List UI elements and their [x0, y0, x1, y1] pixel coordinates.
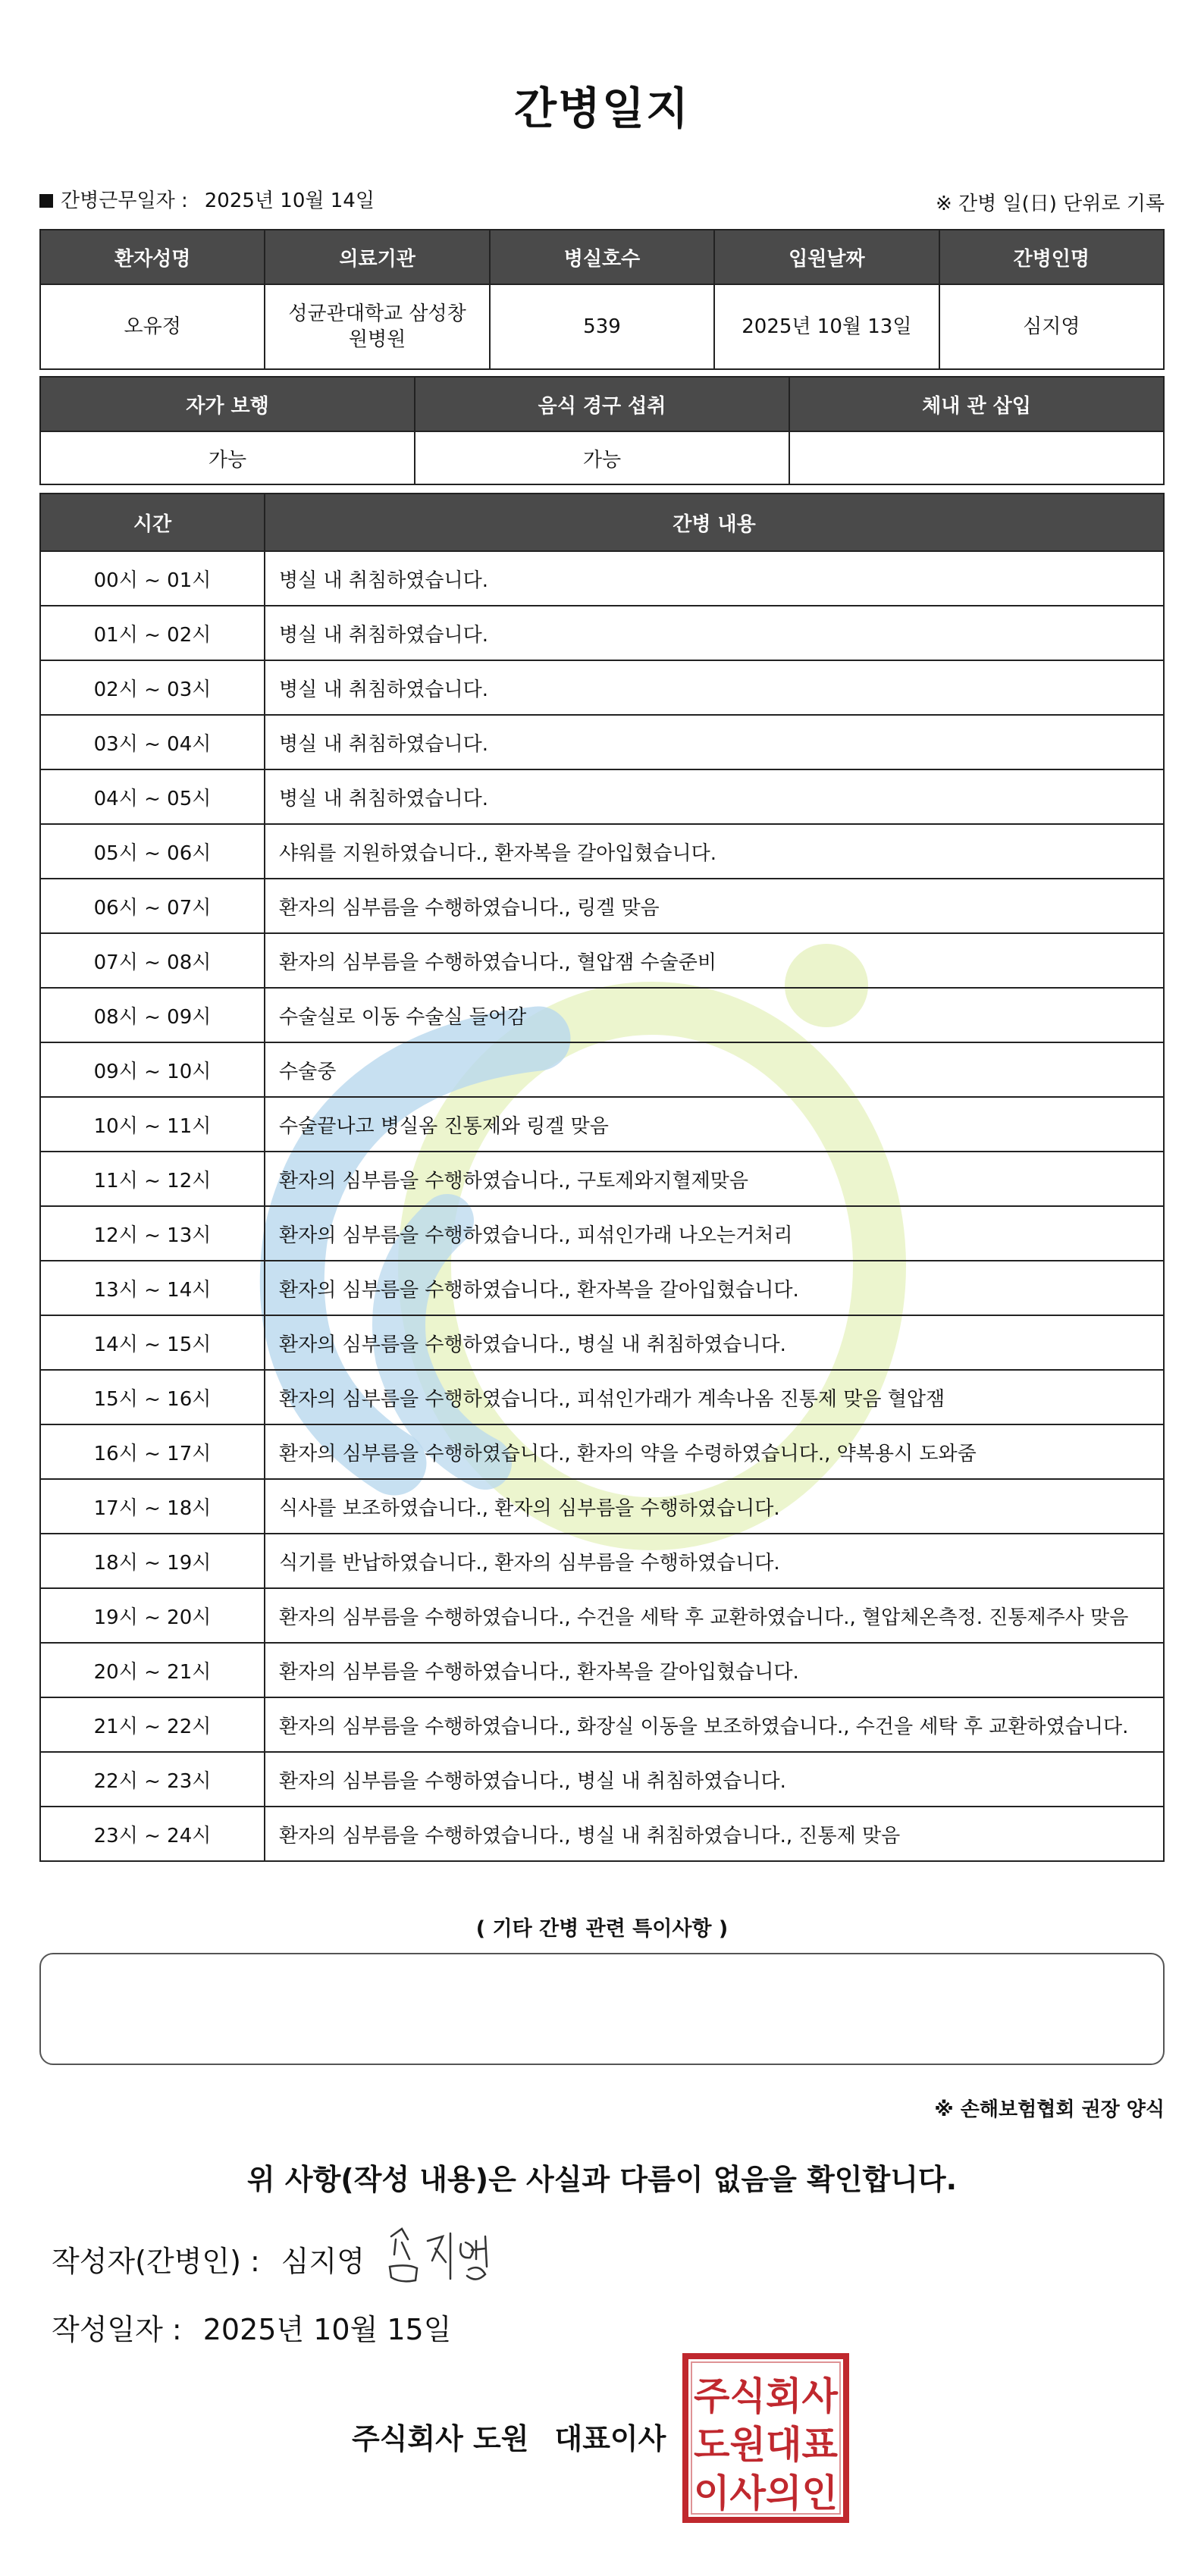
hospital-name — [265, 284, 489, 369]
status-header-row — [40, 377, 1164, 431]
log-row — [40, 1152, 1164, 1206]
log-time-cell: 07시 ~ 08시 — [40, 933, 265, 988]
log-time-cell: 08시 ~ 09시 — [40, 988, 265, 1042]
log-row — [40, 1752, 1164, 1807]
log-content-cell: 수술실로 이동 수술실 들어감 — [265, 988, 1164, 1042]
patient-header-row — [40, 230, 1164, 284]
log-row — [40, 1206, 1164, 1261]
log-row — [40, 1807, 1164, 1861]
log-content-cell: 환자의 심부름을 수행하였습니다., 환자복을 갈아입혔습니다. — [265, 1261, 1164, 1315]
date-value: 2025년 10월 15일 — [202, 2313, 452, 2346]
log-row — [40, 769, 1164, 824]
log-row — [40, 551, 1164, 606]
log-time-cell: 15시 ~ 16시 — [40, 1370, 265, 1424]
log-content-cell: 샤워를 지원하였습니다., 환자복을 갈아입혔습니다. — [265, 824, 1164, 879]
log-row — [40, 1643, 1164, 1697]
header-room-number: 병실호수 — [490, 230, 714, 284]
header-tube-insertion: 체내 관 삽입 — [789, 377, 1164, 431]
log-row — [40, 606, 1164, 660]
log-row — [40, 1424, 1164, 1479]
admission-date: 2025년 10월 13일 — [714, 284, 939, 369]
log-content-cell: 환자의 심부름을 수행하였습니다., 병실 내 취침하였습니다. — [265, 1315, 1164, 1370]
patient-value-row — [40, 284, 1164, 369]
confirmation-statement: 위 사항(작성 내용)은 사실과 다름이 없음을 확인합니다. — [246, 2163, 958, 2196]
log-row — [40, 933, 1164, 988]
header-time: 시간 — [40, 494, 265, 551]
header-care-content: 간병 내용 — [265, 494, 1164, 551]
patient-status-table — [39, 376, 1165, 485]
log-row — [40, 715, 1164, 769]
tube-insertion-value — [789, 431, 1164, 484]
log-time-cell: 17시 ~ 18시 — [40, 1479, 265, 1534]
log-row — [40, 660, 1164, 715]
log-content-cell: 식사를 보조하였습니다., 환자의 심부름을 수행하였습니다. — [265, 1479, 1164, 1534]
log-time-cell: 12시 ~ 13시 — [40, 1206, 265, 1261]
caregiver-name: 심지영 — [939, 284, 1164, 369]
work-date-row — [39, 185, 375, 213]
log-time-cell: 10시 ~ 11시 — [40, 1097, 265, 1152]
log-row — [40, 1370, 1164, 1424]
log-time-cell: 16시 ~ 17시 — [40, 1424, 265, 1479]
log-row — [40, 1097, 1164, 1152]
header-patient-name: 환자성명 — [40, 230, 265, 284]
company-seal-stamp — [682, 2353, 849, 2523]
log-time-cell: 22시 ~ 23시 — [40, 1752, 265, 1807]
svg-text:주식회사: 주식회사 — [694, 2374, 839, 2418]
log-row — [40, 1315, 1164, 1370]
log-time-cell: 18시 ~ 19시 — [40, 1534, 265, 1588]
log-time-cell: 13시 ~ 14시 — [40, 1261, 265, 1315]
work-date-value: 2025년 10월 14일 — [204, 190, 375, 212]
writer-row — [52, 2238, 365, 2280]
log-time-cell: 03시 ~ 04시 — [40, 715, 265, 769]
log-content-cell: 병실 내 취침하였습니다. — [265, 660, 1164, 715]
log-content-cell: 병실 내 취침하였습니다. — [265, 715, 1164, 769]
handwritten-signature — [385, 2214, 499, 2289]
notes-title: ( 기타 간병 관련 특이사항 ) — [475, 1917, 729, 1941]
oral-intake-value: 가능 — [415, 431, 789, 484]
log-content-cell: 병실 내 취침하였습니다. — [265, 769, 1164, 824]
company-name: 주식회사 도원 — [352, 2422, 529, 2455]
header-self-walking: 자가 보행 — [40, 377, 415, 431]
log-row — [40, 1042, 1164, 1097]
writer-label: 작성자(간병인) : — [52, 2245, 260, 2278]
log-row — [40, 1261, 1164, 1315]
log-time-cell: 09시 ~ 10시 — [40, 1042, 265, 1097]
log-time-cell: 04시 ~ 05시 — [40, 769, 265, 824]
patient-info-table — [39, 229, 1165, 370]
header-caregiver-name: 간병인명 — [939, 230, 1164, 284]
log-time-cell: 11시 ~ 12시 — [40, 1152, 265, 1206]
log-time-cell: 02시 ~ 03시 — [40, 660, 265, 715]
association-note: ※ 손해보험협회 권장 양식 — [934, 2098, 1165, 2121]
care-log-table — [39, 493, 1165, 1862]
log-time-cell: 06시 ~ 07시 — [40, 879, 265, 933]
header-admission-date: 입원날짜 — [714, 230, 939, 284]
log-header-row — [40, 494, 1164, 551]
log-content-cell: 환자의 심부름을 수행하였습니다., 구토제와지혈제맞음 — [265, 1152, 1164, 1206]
self-walking-value: 가능 — [40, 431, 415, 484]
log-time-cell: 14시 ~ 15시 — [40, 1315, 265, 1370]
log-time-cell: 20시 ~ 21시 — [40, 1643, 265, 1697]
log-content-cell: 환자의 심부름을 수행하였습니다., 수건을 세탁 후 교환하였습니다., 혈압체온측정. 진통제주사 맞음 — [265, 1588, 1164, 1643]
header-oral-intake: 음식 경구 섭취 — [415, 377, 789, 431]
log-row — [40, 879, 1164, 933]
log-content-cell: 병실 내 취침하였습니다. — [265, 606, 1164, 660]
log-time-cell: 05시 ~ 06시 — [40, 824, 265, 879]
log-content-cell: 수술끝나고 병실옴 진통제와 링겔 맞음 — [265, 1097, 1164, 1152]
special-notes-box — [39, 1953, 1165, 2065]
patient-name: 오유정 — [40, 284, 265, 369]
log-content-cell: 환자의 심부름을 수행하였습니다., 혈압잼 수술준비 — [265, 933, 1164, 988]
log-content-cell: 환자의 심부름을 수행하였습니다., 병실 내 취침하였습니다. — [265, 1752, 1164, 1807]
log-row — [40, 1534, 1164, 1588]
log-content-cell: 환자의 심부름을 수행하였습니다., 피섞인가래 나오는거처리 — [265, 1206, 1164, 1261]
log-time-cell: 01시 ~ 02시 — [40, 606, 265, 660]
log-time-cell: 19시 ~ 20시 — [40, 1588, 265, 1643]
log-content-cell: 환자의 심부름을 수행하였습니다., 링겔 맞음 — [265, 879, 1164, 933]
log-content-cell: 병실 내 취침하였습니다. — [265, 551, 1164, 606]
svg-text:도원대표: 도원대표 — [694, 2423, 839, 2467]
room-number: 539 — [490, 284, 714, 369]
company-title: 대표이사 — [554, 2422, 666, 2455]
log-time-cell: 00시 ~ 01시 — [40, 551, 265, 606]
log-row — [40, 1479, 1164, 1534]
log-body — [40, 551, 1164, 1861]
company-line — [352, 2415, 666, 2457]
writer-name: 심지영 — [281, 2245, 365, 2278]
log-row — [40, 1588, 1164, 1643]
daily-record-note: ※ 간병 일(日) 단위로 기록 — [935, 193, 1165, 215]
log-content-cell: 환자의 심부름을 수행하였습니다., 피섞인가래가 계속나옴 진통제 맞음 혈압잼 — [265, 1370, 1164, 1424]
hospital-name-text: 성균관대학교 삼성창원병원 — [288, 302, 466, 351]
status-value-row — [40, 431, 1164, 484]
log-content-cell: 환자의 심부름을 수행하였습니다., 환자복을 갈아입혔습니다. — [265, 1643, 1164, 1697]
log-time-cell: 21시 ~ 22시 — [40, 1697, 265, 1752]
document-title: 간병일지 — [513, 83, 691, 134]
log-content-cell: 식기를 반납하였습니다., 환자의 심부름을 수행하였습니다. — [265, 1534, 1164, 1588]
log-content-cell: 수술중 — [265, 1042, 1164, 1097]
date-label: 작성일자 : — [52, 2313, 182, 2346]
log-row — [40, 988, 1164, 1042]
log-content-cell: 환자의 심부름을 수행하였습니다., 화장실 이동을 보조하였습니다., 수건을 세탁 후 교환하였습니다. — [265, 1697, 1164, 1752]
svg-text:이사의인: 이사의인 — [694, 2471, 838, 2515]
written-date-row — [52, 2306, 451, 2348]
log-row — [40, 824, 1164, 879]
header-hospital: 의료기관 — [265, 230, 489, 284]
work-date-label: 간병근무일자 : — [61, 190, 188, 212]
log-content-cell: 환자의 심부름을 수행하였습니다., 병실 내 취침하였습니다., 진통제 맞음 — [265, 1807, 1164, 1861]
square-bullet-icon — [39, 194, 53, 208]
log-content-cell: 환자의 심부름을 수행하였습니다., 환자의 약을 수령하였습니다., 약복용시 도와줌 — [265, 1424, 1164, 1479]
log-row — [40, 1697, 1164, 1752]
log-time-cell: 23시 ~ 24시 — [40, 1807, 265, 1861]
